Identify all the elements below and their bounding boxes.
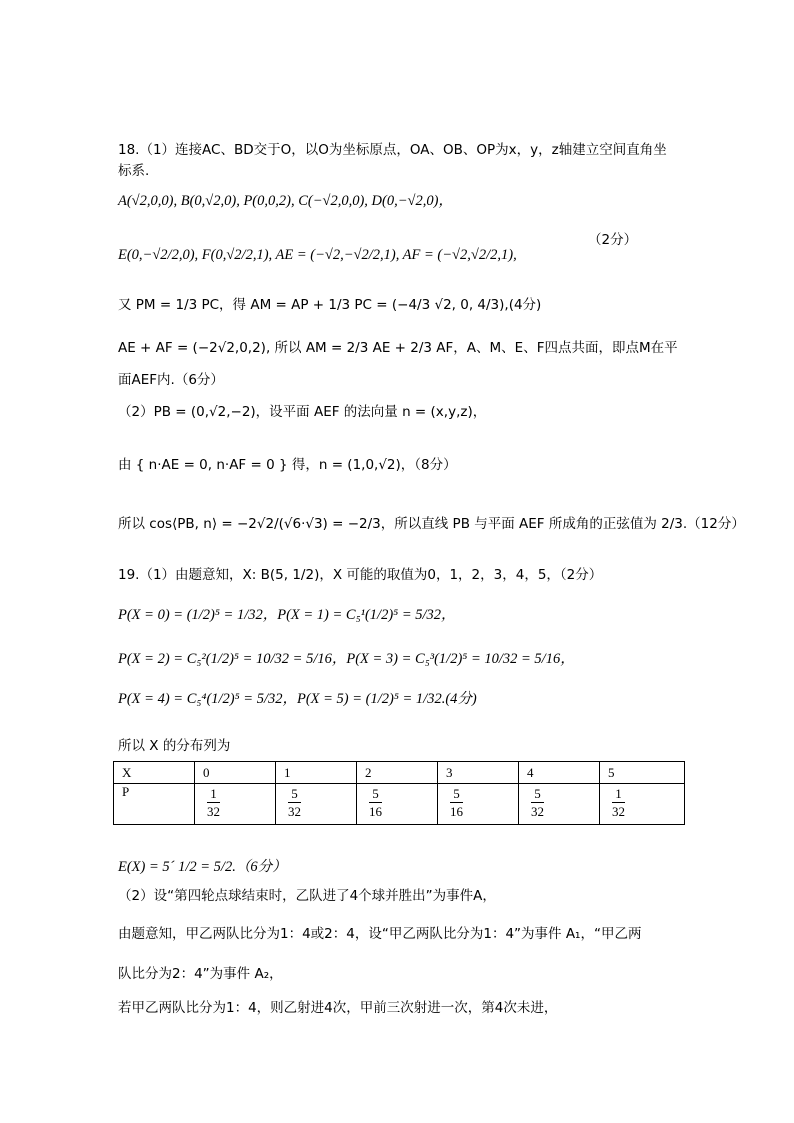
line-normal-vector: 由 { n·AE = 0, n·AF = 0 } 得，n = (1,0,√2)，（8分）: [118, 457, 457, 473]
table-cell: [600, 784, 685, 825]
distribution-table: [113, 761, 685, 825]
line-p2-p3: P(X = 2) = C₅²(1/2)⁵ = 10/32 = 5/16，P(X = 3) = C₅³(1/2)⁵ = 10/32 = 5/16，: [118, 651, 575, 667]
fraction: [612, 785, 625, 820]
line-points-1: A(√2,0,0), B(0,√2,0), P(0,0,2), C(−√2,0,0), D(0,−√2,0)，: [118, 193, 453, 209]
table-cell: 0: [195, 762, 276, 784]
fraction-numerator: 1: [207, 785, 220, 803]
fraction: [288, 785, 301, 820]
fraction-denominator: 32: [612, 804, 625, 819]
fraction-numerator: 5: [369, 785, 382, 803]
fraction-denominator: 16: [369, 804, 382, 819]
table-cell: X: [114, 762, 195, 784]
fraction-numerator: 5: [288, 785, 301, 803]
table-cell: 4: [519, 762, 600, 784]
fraction-denominator: 32: [531, 804, 544, 819]
fraction: [450, 785, 463, 820]
table-row-p: [114, 784, 685, 825]
line-p0-p1: P(X = 0) = (1/2)⁵ = 1/32，P(X = 1) = C₅¹(1/2)⁵ = 5/32，: [118, 607, 456, 623]
line-case-1-4: 若甲乙两队比分为1：4，则乙射进4次，甲前三次射进一次，第4次未进，: [118, 1000, 558, 1016]
table-cell: 5: [600, 762, 685, 784]
table-cell: 3: [438, 762, 519, 784]
fraction: [531, 785, 544, 820]
line-pm: 又 PM = 1/3 PC，得 AM = AP + 1/3 PC = (−4/3 √2, 0, 4/3),(4分): [118, 297, 542, 313]
line-plane-aef: 面AEF内.（6分）: [118, 372, 224, 388]
line-scores: 由题意知，甲乙两队比分为1：4或2：4，设“甲乙两队比分为1：4”为事件 A₁，“甲乙两: [118, 926, 642, 942]
table-cell: P: [114, 784, 195, 825]
line-distribution-title: 所以 X 的分布列为: [118, 738, 231, 754]
line-coplanar: AE + AF = (−2√2,0,2), 所以 AM = 2/3 AE + 2/3 AF，A、M、E、F四点共面，即点M在平: [118, 340, 678, 356]
table-row-x: [114, 762, 685, 784]
line-expectation: E(X) = 5´ 1/2 = 5/2.（6分）: [118, 859, 287, 875]
fraction-denominator: 32: [288, 804, 301, 819]
fraction: [369, 785, 382, 820]
fraction-numerator: 5: [450, 785, 463, 803]
table-cell: [357, 784, 438, 825]
table-cell: 1: [276, 762, 357, 784]
line-part2-event: （2）设“第四轮点球结束时，乙队进了4个球并胜出”为事件A，: [118, 888, 496, 904]
fraction-numerator: 5: [531, 785, 544, 803]
line-p4-p5: P(X = 4) = C₅⁴(1/2)⁵ = 5/32，P(X = 5) = (1/2)⁵ = 1/32.(4分): [118, 691, 477, 707]
fraction-numerator: 1: [612, 785, 625, 803]
line-part2-pb: （2）PB = (0,√2,−2)，设平面 AEF 的法向量 n = (x,y,z)，: [118, 404, 487, 420]
fraction-denominator: 16: [450, 804, 463, 819]
score-2: （2分）: [588, 232, 638, 248]
table-cell: [438, 784, 519, 825]
line-19-intro: 19.（1）由题意知，X: B(5, 1/2)，X 可能的取值为0，1，2，3，4，5，（2分）: [118, 567, 603, 583]
table-cell: [195, 784, 276, 825]
line-18-intro: 18.（1）连接AC、BD交于O，以O为坐标原点，OA、OB、OP为x，y，z轴建立空间直角坐: [118, 142, 667, 158]
line-sine-angle: 所以 cos⟨PB, n⟩ = −2√2/(√6·√3) = −2/3，所以直线 PB 与平面 AEF 所成角的正弦值为 2/3.（12分）: [118, 516, 745, 532]
line-points-2: E(0,−√2/2,0), F(0,√2/2,1), AE = (−√2,−√2/2,1), AF = (−√2,√2/2,1),: [118, 247, 517, 263]
table-cell: [276, 784, 357, 825]
fraction-denominator: 32: [207, 804, 220, 819]
line-coord-system: 标系.: [118, 163, 150, 179]
table-cell: [519, 784, 600, 825]
fraction: [207, 785, 220, 820]
table-cell: 2: [357, 762, 438, 784]
line-event-a2: 队比分为2：4”为事件 A₂，: [118, 966, 283, 982]
